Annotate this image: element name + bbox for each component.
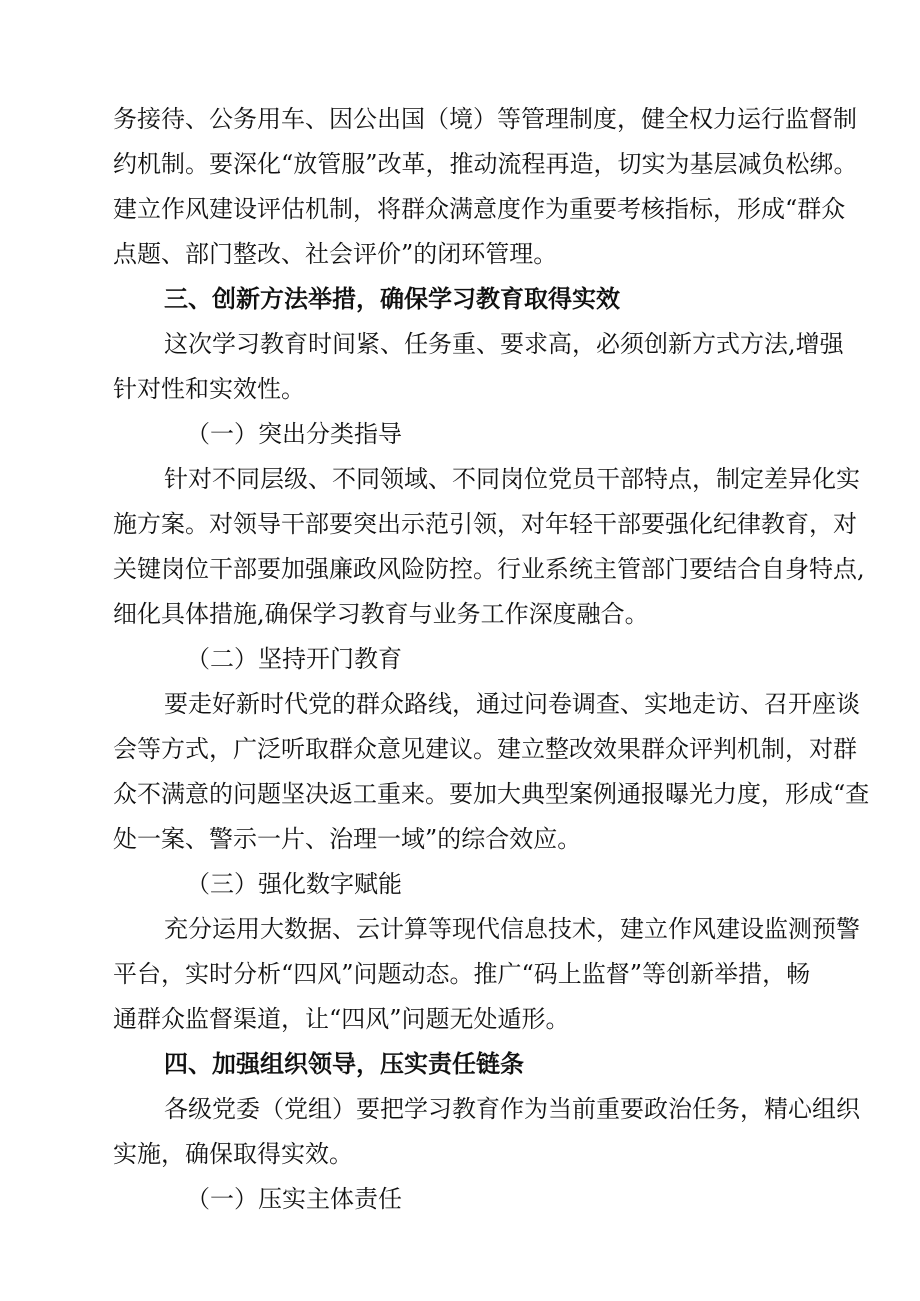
body-line: 平台，实时分析“四风”问题动态。推广“码上监督”等创新举措，畅 — [113, 960, 811, 988]
body-line: 关键岗位干部要加强廉政风险防控。行业系统主管部门要结合自身特点, — [113, 555, 865, 583]
body-line: 这次学习教育时间紧、任务重、要求高，必须创新方式方法,增强 — [164, 330, 844, 358]
section-heading-four: 四、加强组织领导，压实责任链条 — [164, 1049, 524, 1078]
subheading-2: （二）坚持开门教育 — [186, 645, 402, 673]
subheading-4: （一）压实主体责任 — [186, 1185, 402, 1213]
body-line: 针对不同层级、不同领域、不同岗位党员干部特点，制定差异化实 — [164, 465, 860, 493]
subheading-3: （三）强化数字赋能 — [186, 870, 402, 898]
body-line: 众不满意的问题坚决返工重来。要加大典型案例通报曝光力度，形成“查 — [113, 780, 870, 808]
body-line: 会等方式，广泛听取群众意见建议。建立整改效果群众评判机制，对群 — [113, 735, 857, 763]
body-line: 各级党委（党组）要把学习教育作为当前重要政治任务，精心组织 — [164, 1095, 860, 1123]
body-line: 要走好新时代党的群众路线，通过问卷调查、实地走访、召开座谈 — [164, 690, 860, 718]
body-line: 通群众监督渠道，让“四风”问题无处遁形。 — [113, 1005, 570, 1033]
body-line: 细化具体措施,确保学习教育与业务工作深度融合。 — [113, 600, 649, 628]
body-line: 务接待、公务用车、因公出国（境）等管理制度，健全权力运行监督制 — [113, 105, 857, 133]
body-line: 点题、部门整改、社会评价”的闭环管理。 — [113, 240, 558, 268]
body-line: 建立作风建设评估机制，将群众满意度作为重要考核指标，形成“群众 — [113, 195, 846, 223]
body-line: 充分运用大数据、云计算等现代信息技术，建立作风建设监测预警 — [164, 915, 860, 943]
body-line: 处一案、警示一片、治理一域”的综合效应。 — [113, 825, 582, 853]
body-line: 针对性和实效性。 — [113, 375, 305, 403]
section-heading-three: 三、创新方法举措，确保学习教育取得实效 — [164, 284, 620, 313]
body-line: 施方案。对领导干部要突出示范引领，对年轻干部要强化纪律教育，对 — [113, 510, 857, 538]
body-line: 实施，确保取得实效。 — [113, 1140, 353, 1168]
subheading-1: （一）突出分类指导 — [186, 420, 402, 448]
body-line: 约机制。要深化“放管服”改革，推动流程再造，切实为基层减负松绑。 — [113, 150, 858, 178]
